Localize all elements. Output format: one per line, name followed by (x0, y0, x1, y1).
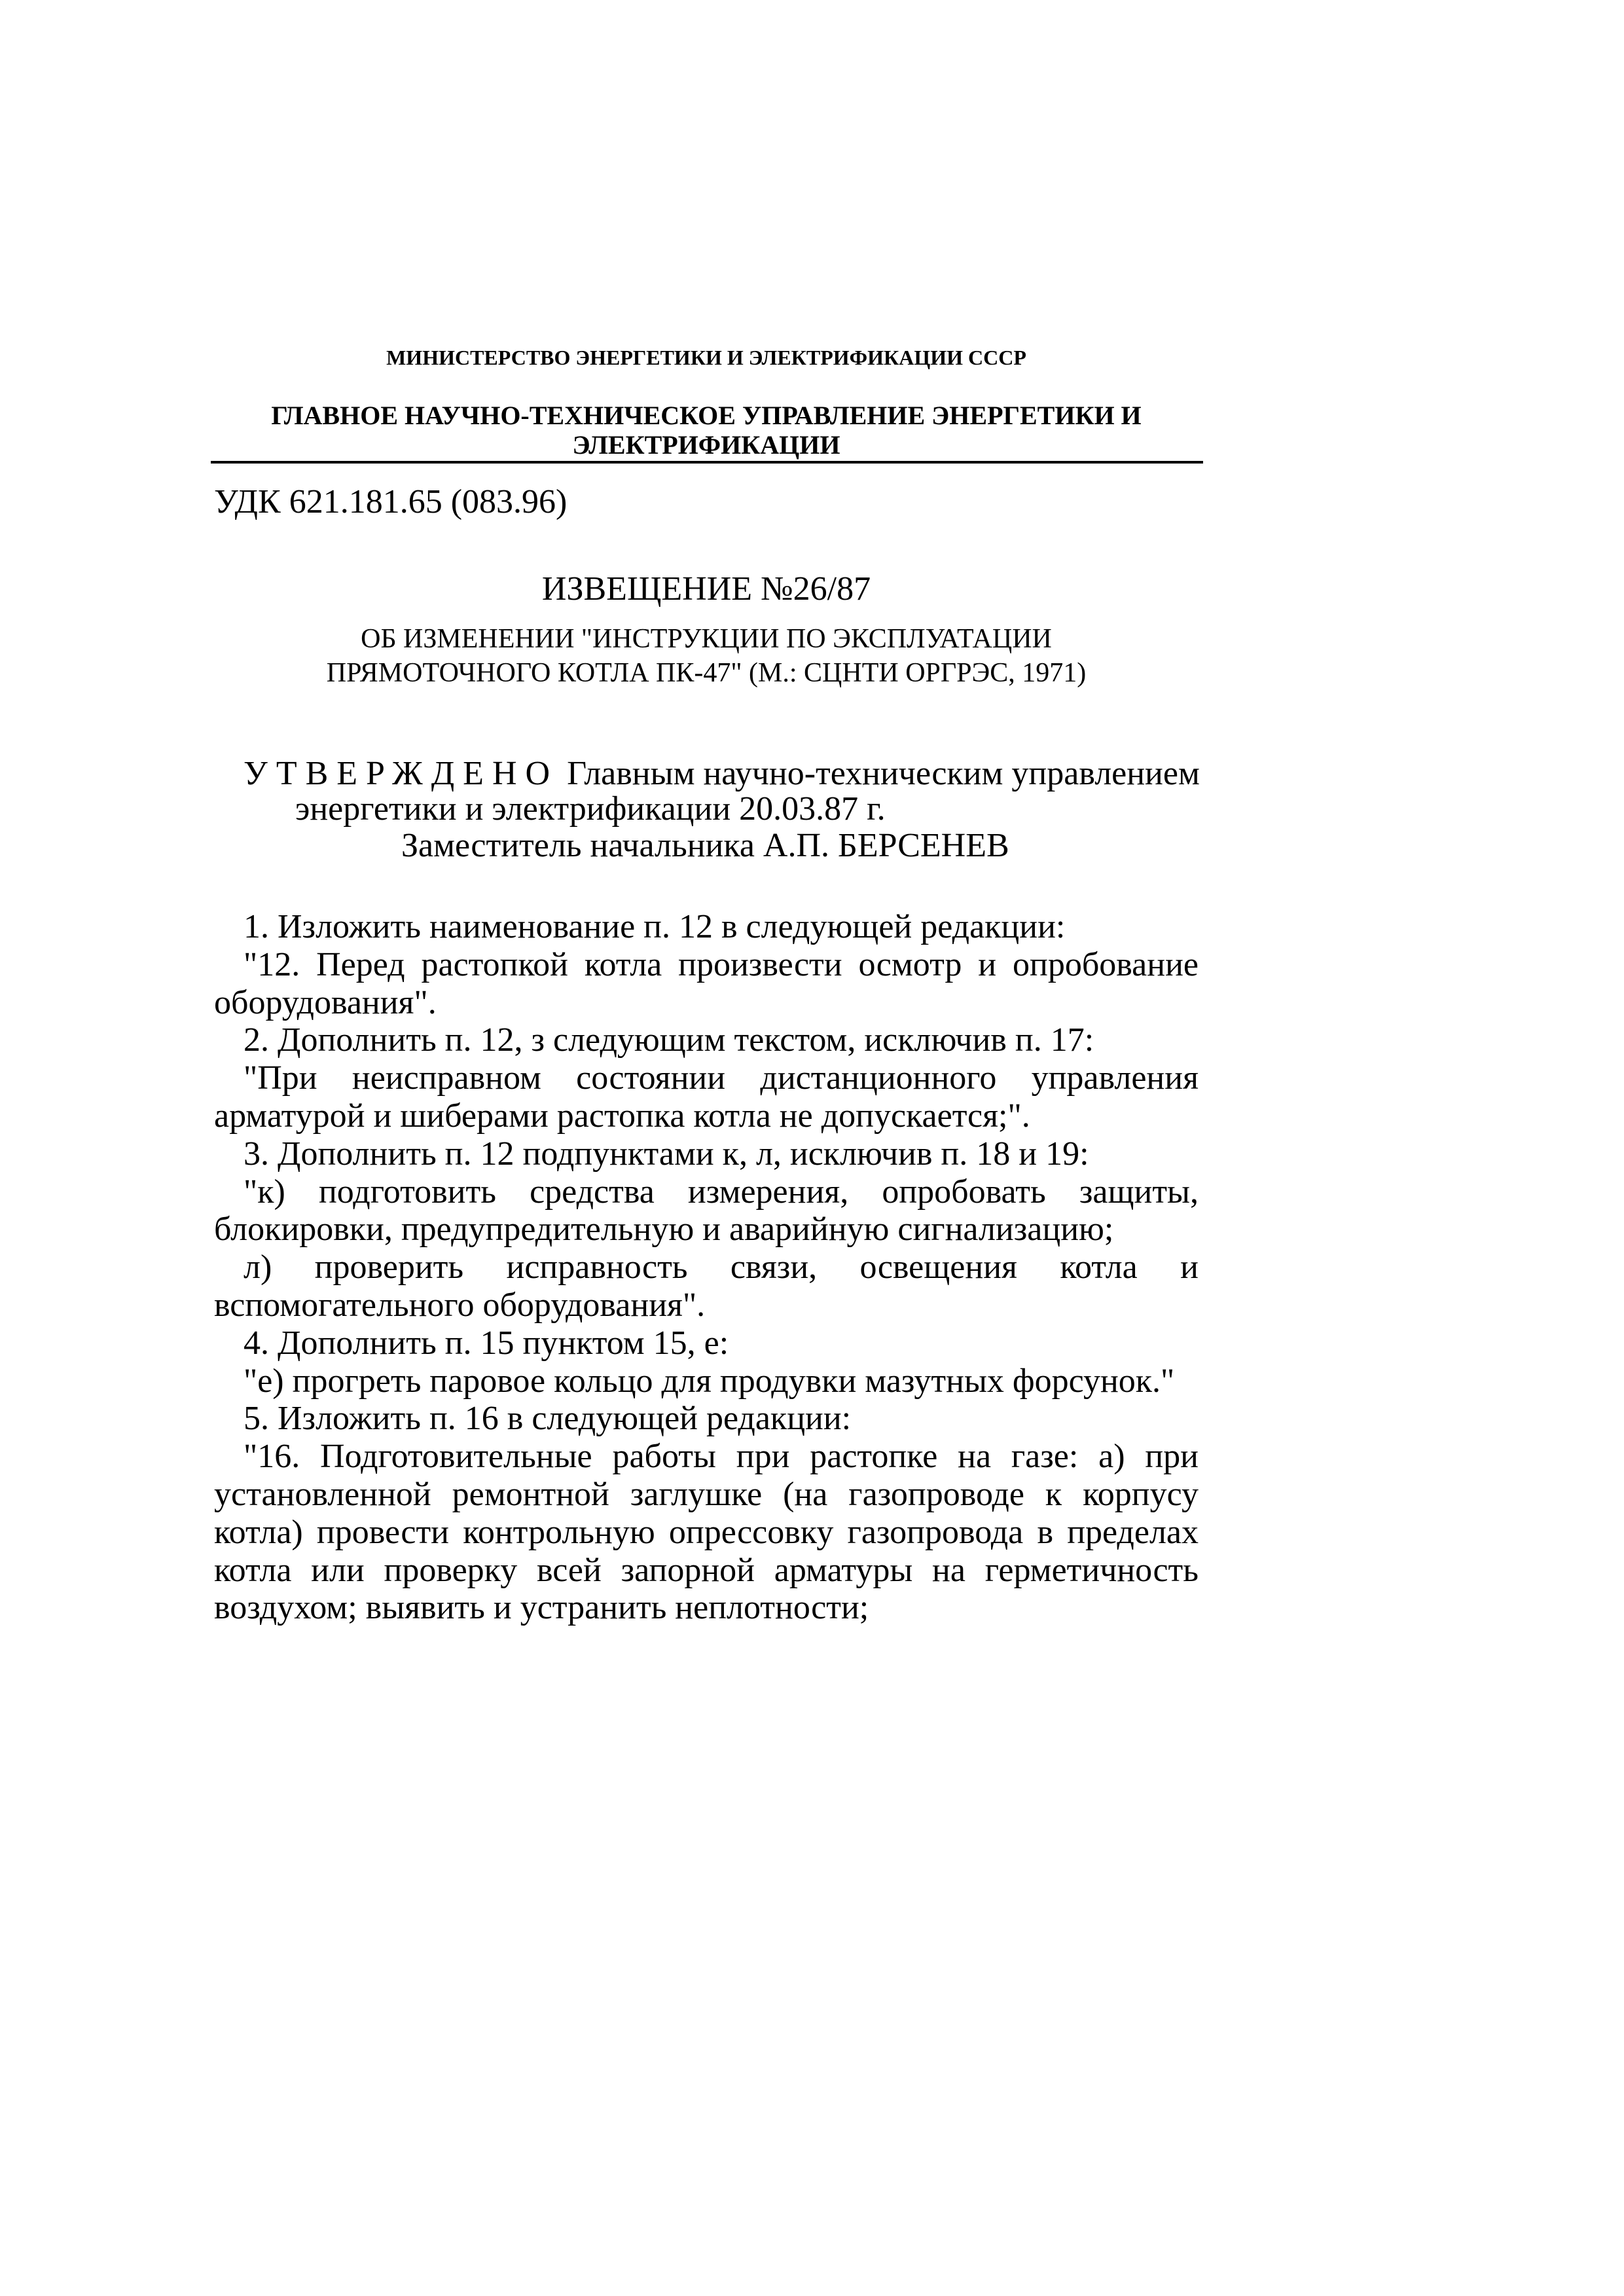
body-line: "16. Подготовительные работы при растопке на газе: а) при (244, 1438, 1199, 1476)
body-line: 1. Изложить наименование п. 12 в следующей редакции: (244, 908, 1066, 945)
body-line: 4. Дополнить п. 15 пунктом 15, е: (244, 1324, 729, 1362)
approval-word: УТВЕРЖДЕНО (244, 755, 559, 792)
body-line: оборудования". (214, 983, 437, 1021)
approval-line1-text: Главным научно-техническим управлением (567, 755, 1200, 792)
header-divider (211, 461, 1203, 464)
notice-title: ИЗВЕЩЕНИЕ №26/87 (541, 570, 871, 608)
body-line: 2. Дополнить п. 12, з следующим текстом, исключив п. 17: (244, 1021, 1094, 1059)
approval-signatory: Заместитель начальника А.П. БЕРСЕНЕВ (401, 827, 1009, 864)
body-line: "При неисправном состоянии дистанционного управления (244, 1059, 1199, 1097)
udk-code: УДК 621.181.65 (083.96) (214, 483, 568, 520)
notice-subtitle-line1: ОБ ИЗМЕНЕНИИ "ИНСТРУКЦИИ ПО ЭКСПЛУАТАЦИИ (361, 624, 1052, 654)
body-line: "к) подготовить средства измерения, опробовать защиты, (244, 1173, 1199, 1211)
body-line: котла или проверку всей запорной арматуры на герметичность (214, 1551, 1199, 1589)
department-heading-line1: ГЛАВНОЕ НАУЧНО-ТЕХНИЧЕСКОЕ УПРАВЛЕНИЕ ЭНЕРГЕТИКИ И (271, 401, 1142, 430)
notice-subtitle-line2: ПРЯМОТОЧНОГО КОТЛА ПК-47" (М.: СЦНТИ ОРГРЭС, 1971) (326, 658, 1087, 688)
body-line: арматурой и шиберами растопка котла не допускается;". (214, 1097, 1030, 1135)
body-line: установленной ремонтной заглушке (на газопроводе к корпусу (214, 1475, 1199, 1513)
body-line: воздухом; выявить и устранить неплотности; (214, 1589, 869, 1627)
notice-subtitle (214, 622, 1199, 690)
body-line: котла) провести контрольную опрессовку газопровода в пределах (214, 1513, 1199, 1551)
notice-body (214, 908, 1199, 1627)
approval-line1 (244, 756, 1199, 792)
department-heading-line2: ЭЛЕКТРИФИКАЦИИ (572, 430, 840, 460)
ministry-heading: МИНИСТЕРСТВО ЭНЕРГЕТИКИ И ЭЛЕКТРИФИКАЦИИ СССР (386, 346, 1026, 369)
body-line: "12. Перед растопкой котла произвести осмотр и опробование (244, 945, 1199, 983)
body-line: 5. Изложить п. 16 в следующей редакции: (244, 1400, 852, 1438)
body-line: блокировки, предупредительную и аварийную сигнализацию; (214, 1211, 1114, 1248)
approval-line2: энергетики и электрификации 20.03.87 г. (295, 790, 886, 828)
body-line: 3. Дополнить п. 12 подпунктами к, л, исключив п. 18 и 19: (244, 1135, 1089, 1173)
body-line: вспомогательного оборудования". (214, 1286, 706, 1324)
department-heading (214, 401, 1199, 460)
body-line: л) проверить исправность связи, освещения котла и (244, 1248, 1199, 1286)
body-line: "е) прогреть паровое кольцо для продувки мазутных форсунок." (244, 1362, 1175, 1400)
